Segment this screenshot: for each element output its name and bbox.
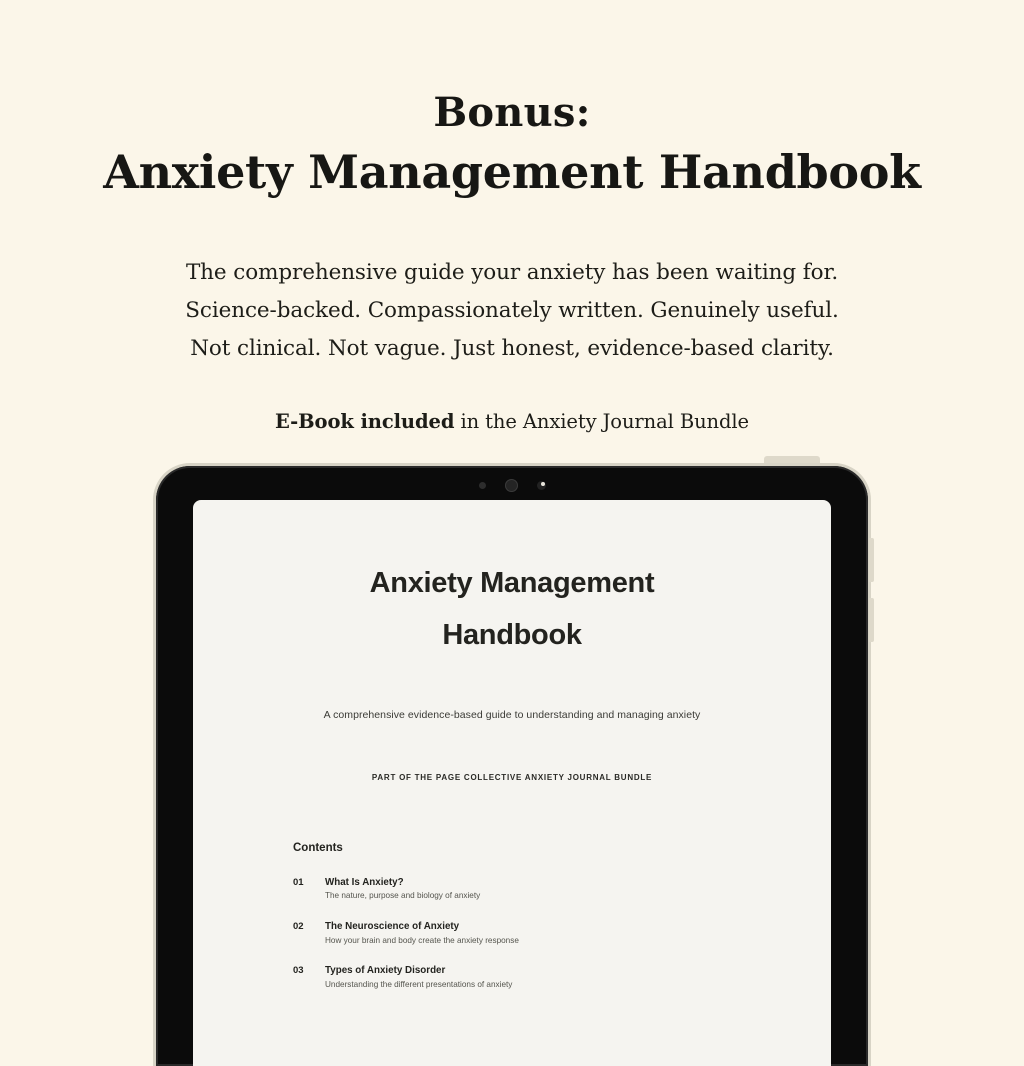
volume-down-button[interactable] — [869, 598, 874, 642]
tablet-mockup — [156, 466, 868, 1066]
toc-title: What Is Anxiety? — [325, 877, 404, 889]
toc-text-group — [325, 920, 731, 946]
table-of-contents — [293, 876, 731, 990]
volume-up-button[interactable] — [869, 538, 874, 582]
toc-text-group — [325, 876, 731, 902]
subcopy-line-3: Not clinical. Not vague. Just honest, evidence-based clarity. — [190, 336, 834, 362]
list-item[interactable] — [293, 964, 731, 990]
contents-heading: Contents — [293, 842, 343, 855]
bonus-label: Bonus: — [433, 89, 591, 136]
camera-lens-icon — [505, 479, 518, 492]
ebook-note-rest: in the Anxiety Journal Bundle — [454, 410, 749, 434]
hero-heading-block — [0, 0, 1024, 198]
list-item[interactable] — [293, 920, 731, 946]
ebook-inclusion-note — [0, 410, 1024, 433]
page-title: Anxiety Management Handbook — [103, 145, 921, 199]
toc-description: How your brain and body create the anxiety response — [325, 935, 519, 945]
side-buttons — [868, 466, 874, 1066]
subcopy-line-2: Science-backed. Compassionately written. Genuinely useful. — [185, 297, 839, 323]
toc-title: Types of Anxiety Disorder — [325, 965, 446, 977]
toc-text-group — [325, 964, 731, 990]
power-button[interactable] — [764, 456, 820, 466]
toc-description: The nature, purpose and biology of anxiety — [325, 891, 481, 901]
document-kicker: PART OF THE PAGE COLLECTIVE ANXIETY JOURNAL BUNDLE — [371, 773, 653, 783]
toc-number: 02 — [293, 921, 304, 933]
document-title-line-2: Handbook — [442, 618, 582, 651]
toc-number: 01 — [293, 877, 304, 889]
document-page — [193, 500, 831, 991]
toc-description: Understanding the different presentations of anxiety — [325, 979, 513, 989]
list-item[interactable] — [293, 876, 731, 902]
camera-lens-small-icon — [537, 481, 546, 490]
hero-subcopy — [0, 254, 1024, 369]
tablet-screen[interactable] — [193, 500, 831, 1066]
ebook-note-emphasis: E-Book included — [275, 410, 455, 434]
document-subtitle: A comprehensive evidence-based guide to understanding and managing anxiety — [323, 709, 701, 722]
subcopy-line-1: The comprehensive guide your anxiety has been waiting for. — [185, 259, 839, 285]
sensor-dot-icon — [479, 482, 486, 489]
toc-number: 03 — [293, 965, 304, 977]
document-title-line-1: Anxiety Management — [369, 567, 655, 599]
toc-title: The Neuroscience of Anxiety — [325, 921, 460, 933]
camera-array — [156, 478, 868, 492]
tablet-frame — [156, 466, 868, 1066]
